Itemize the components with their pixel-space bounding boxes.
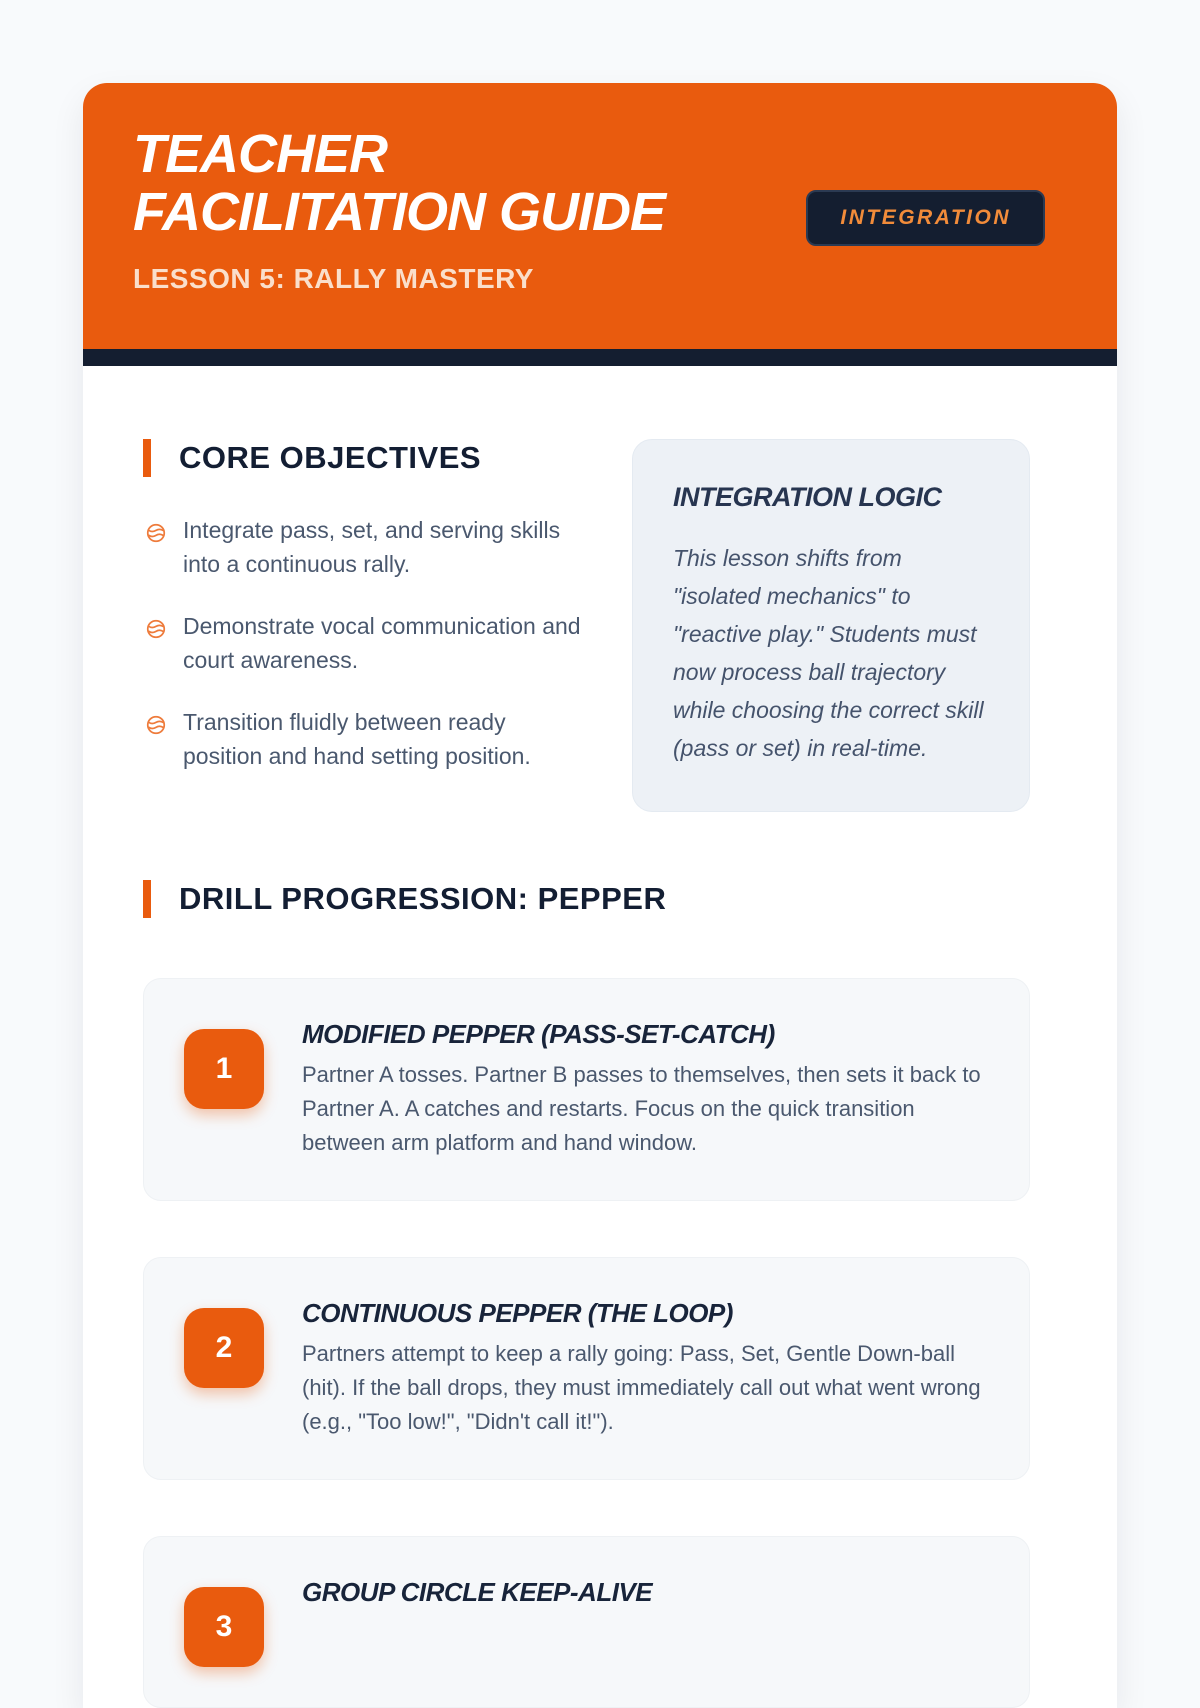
drill-description: Partners attempt to keep a rally going: Pass, Set, Gentle Down-ball (hit). If the ball drops, they must immediately call out what went wrong (e.g., "Too low!", "Didn't call it!"). <box>302 1341 981 1434</box>
drill-title: GROUP CIRCLE KEEP-ALIVE <box>302 1577 653 1607</box>
guide-content <box>83 366 1117 1708</box>
objective-text: Demonstrate vocal communication and court awareness. <box>183 613 581 673</box>
guide-sheet <box>83 83 1117 1708</box>
drill-number-badge: 3 <box>184 1587 264 1667</box>
integration-logic-panel <box>632 439 1030 812</box>
section-accent-bar <box>143 880 151 918</box>
objective-item <box>143 513 588 581</box>
drill-number-badge: 1 <box>184 1029 264 1109</box>
section-title: CORE OBJECTIVES <box>179 440 482 475</box>
drill-card-text <box>302 1298 989 1439</box>
lesson-subtitle: LESSON 5: RALLY MASTERY <box>133 263 534 294</box>
drill-title: CONTINUOUS PEPPER (THE LOOP) <box>302 1298 733 1328</box>
drill-number-badge: 2 <box>184 1308 264 1388</box>
drill-progression-section <box>143 880 1030 1708</box>
drill-cards <box>143 978 1030 1708</box>
drill-card-3 <box>143 1536 1030 1708</box>
objective-text: Transition fluidly between ready position and hand setting position. <box>183 709 531 769</box>
volleyball-icon <box>145 711 167 745</box>
panel-title: INTEGRATION LOGIC <box>673 482 942 512</box>
objective-item <box>143 609 588 677</box>
integration-badge: INTEGRATION <box>806 190 1045 246</box>
objectives-row <box>143 439 1030 812</box>
drill-progression-heading <box>143 880 1030 918</box>
page-title <box>133 125 793 241</box>
drill-card-1 <box>143 978 1030 1201</box>
page-title-line-1: TEACHER <box>133 124 388 184</box>
objective-text: Integrate pass, set, and serving skills into a continuous rally. <box>183 517 561 577</box>
drill-title: MODIFIED PEPPER (PASS-SET-CATCH) <box>302 1019 775 1049</box>
panel-body: This lesson shifts from "isolated mechanics" to "reactive play." Students must now process ball trajectory while choosing the correct skill (pass or set) in real-time. <box>673 545 984 761</box>
core-objectives-section <box>143 439 588 801</box>
drill-card-text <box>302 1577 652 1616</box>
drill-card-text <box>302 1019 989 1160</box>
volleyball-icon <box>145 615 167 649</box>
objective-item <box>143 705 588 773</box>
section-accent-bar <box>143 439 151 477</box>
section-title: DRILL PROGRESSION: PEPPER <box>179 881 667 916</box>
volleyball-icon <box>145 519 167 553</box>
drill-description: Partner A tosses. Partner B passes to themselves, then sets it back to Partner A. A catches and restarts. Focus on the quick transition between arm platform and hand window. <box>302 1062 981 1155</box>
core-objectives-heading <box>143 439 588 477</box>
page-title-line-2: FACILITATION GUIDE <box>133 182 665 242</box>
guide-header <box>83 83 1117 349</box>
drill-card-2 <box>143 1257 1030 1480</box>
objectives-list <box>143 513 588 773</box>
header-divider-bar <box>83 349 1117 366</box>
